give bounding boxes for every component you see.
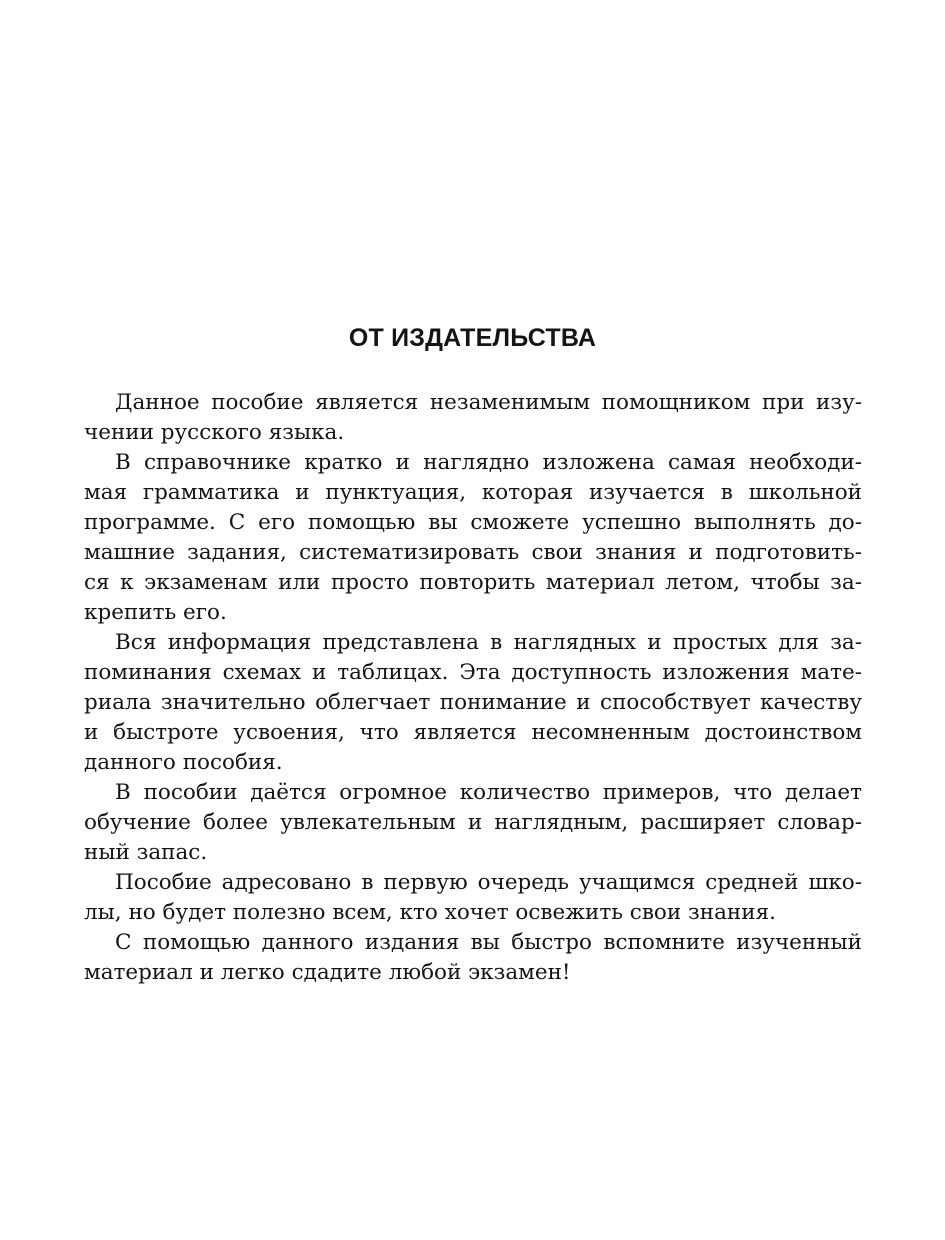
text-line: В пособии даётся огромное количество примеров, что делает: [115, 780, 862, 805]
text-line: программе. С его помощью вы сможете успешно выполнять до-: [84, 510, 862, 535]
text-line: Данное пособие является незаменимым помощником при изу-: [115, 390, 862, 415]
text-line: поминания схемах и таблицах. Эта доступность изложения мате-: [84, 660, 862, 685]
paragraph: [84, 388, 862, 448]
paragraph: [84, 928, 862, 988]
text-line: крепить его.: [84, 600, 227, 625]
text-line: чении русского языка.: [84, 420, 345, 445]
text-line: машние задания, систематизировать свои знания и подготовить-: [84, 540, 862, 565]
document-body: [84, 388, 862, 988]
text-line: лы, но будет полезно всем, кто хочет освежить свои знания.: [84, 900, 776, 925]
text-line: мая грамматика и пунктуация, которая изучается в школьной: [84, 480, 862, 505]
text-line: С помощью данного издания вы быстро вспомните изученный: [115, 930, 862, 955]
text-line: риала значительно облегчает понимание и способствует качеству: [84, 690, 862, 715]
text-line: ный запас.: [84, 840, 208, 865]
text-line: данного пособия.: [84, 750, 283, 775]
text-line: Вся информация представлена в наглядных и простых для за-: [115, 630, 862, 655]
text-line: В справочнике кратко и наглядно изложена самая необходи-: [115, 450, 862, 475]
text-line: и быстроте усвоения, что является несомненным достоинством: [84, 720, 862, 745]
text-line: Пособие адресовано в первую очередь учащимся средней шко-: [115, 870, 862, 895]
paragraph: [84, 778, 862, 868]
page-heading: ОТ ИЗДАТЕЛЬСТВА: [348, 324, 597, 352]
text-line: обучение более увлекательным и наглядным, расширяет словар-: [84, 810, 862, 835]
text-line: ся к экзаменам или просто повторить материал летом, чтобы за-: [84, 570, 862, 595]
paragraph: [84, 868, 862, 928]
text-line: материал и легко сдадите любой экзамен!: [84, 960, 571, 985]
paragraph: [84, 448, 862, 628]
paragraph: [84, 628, 862, 778]
